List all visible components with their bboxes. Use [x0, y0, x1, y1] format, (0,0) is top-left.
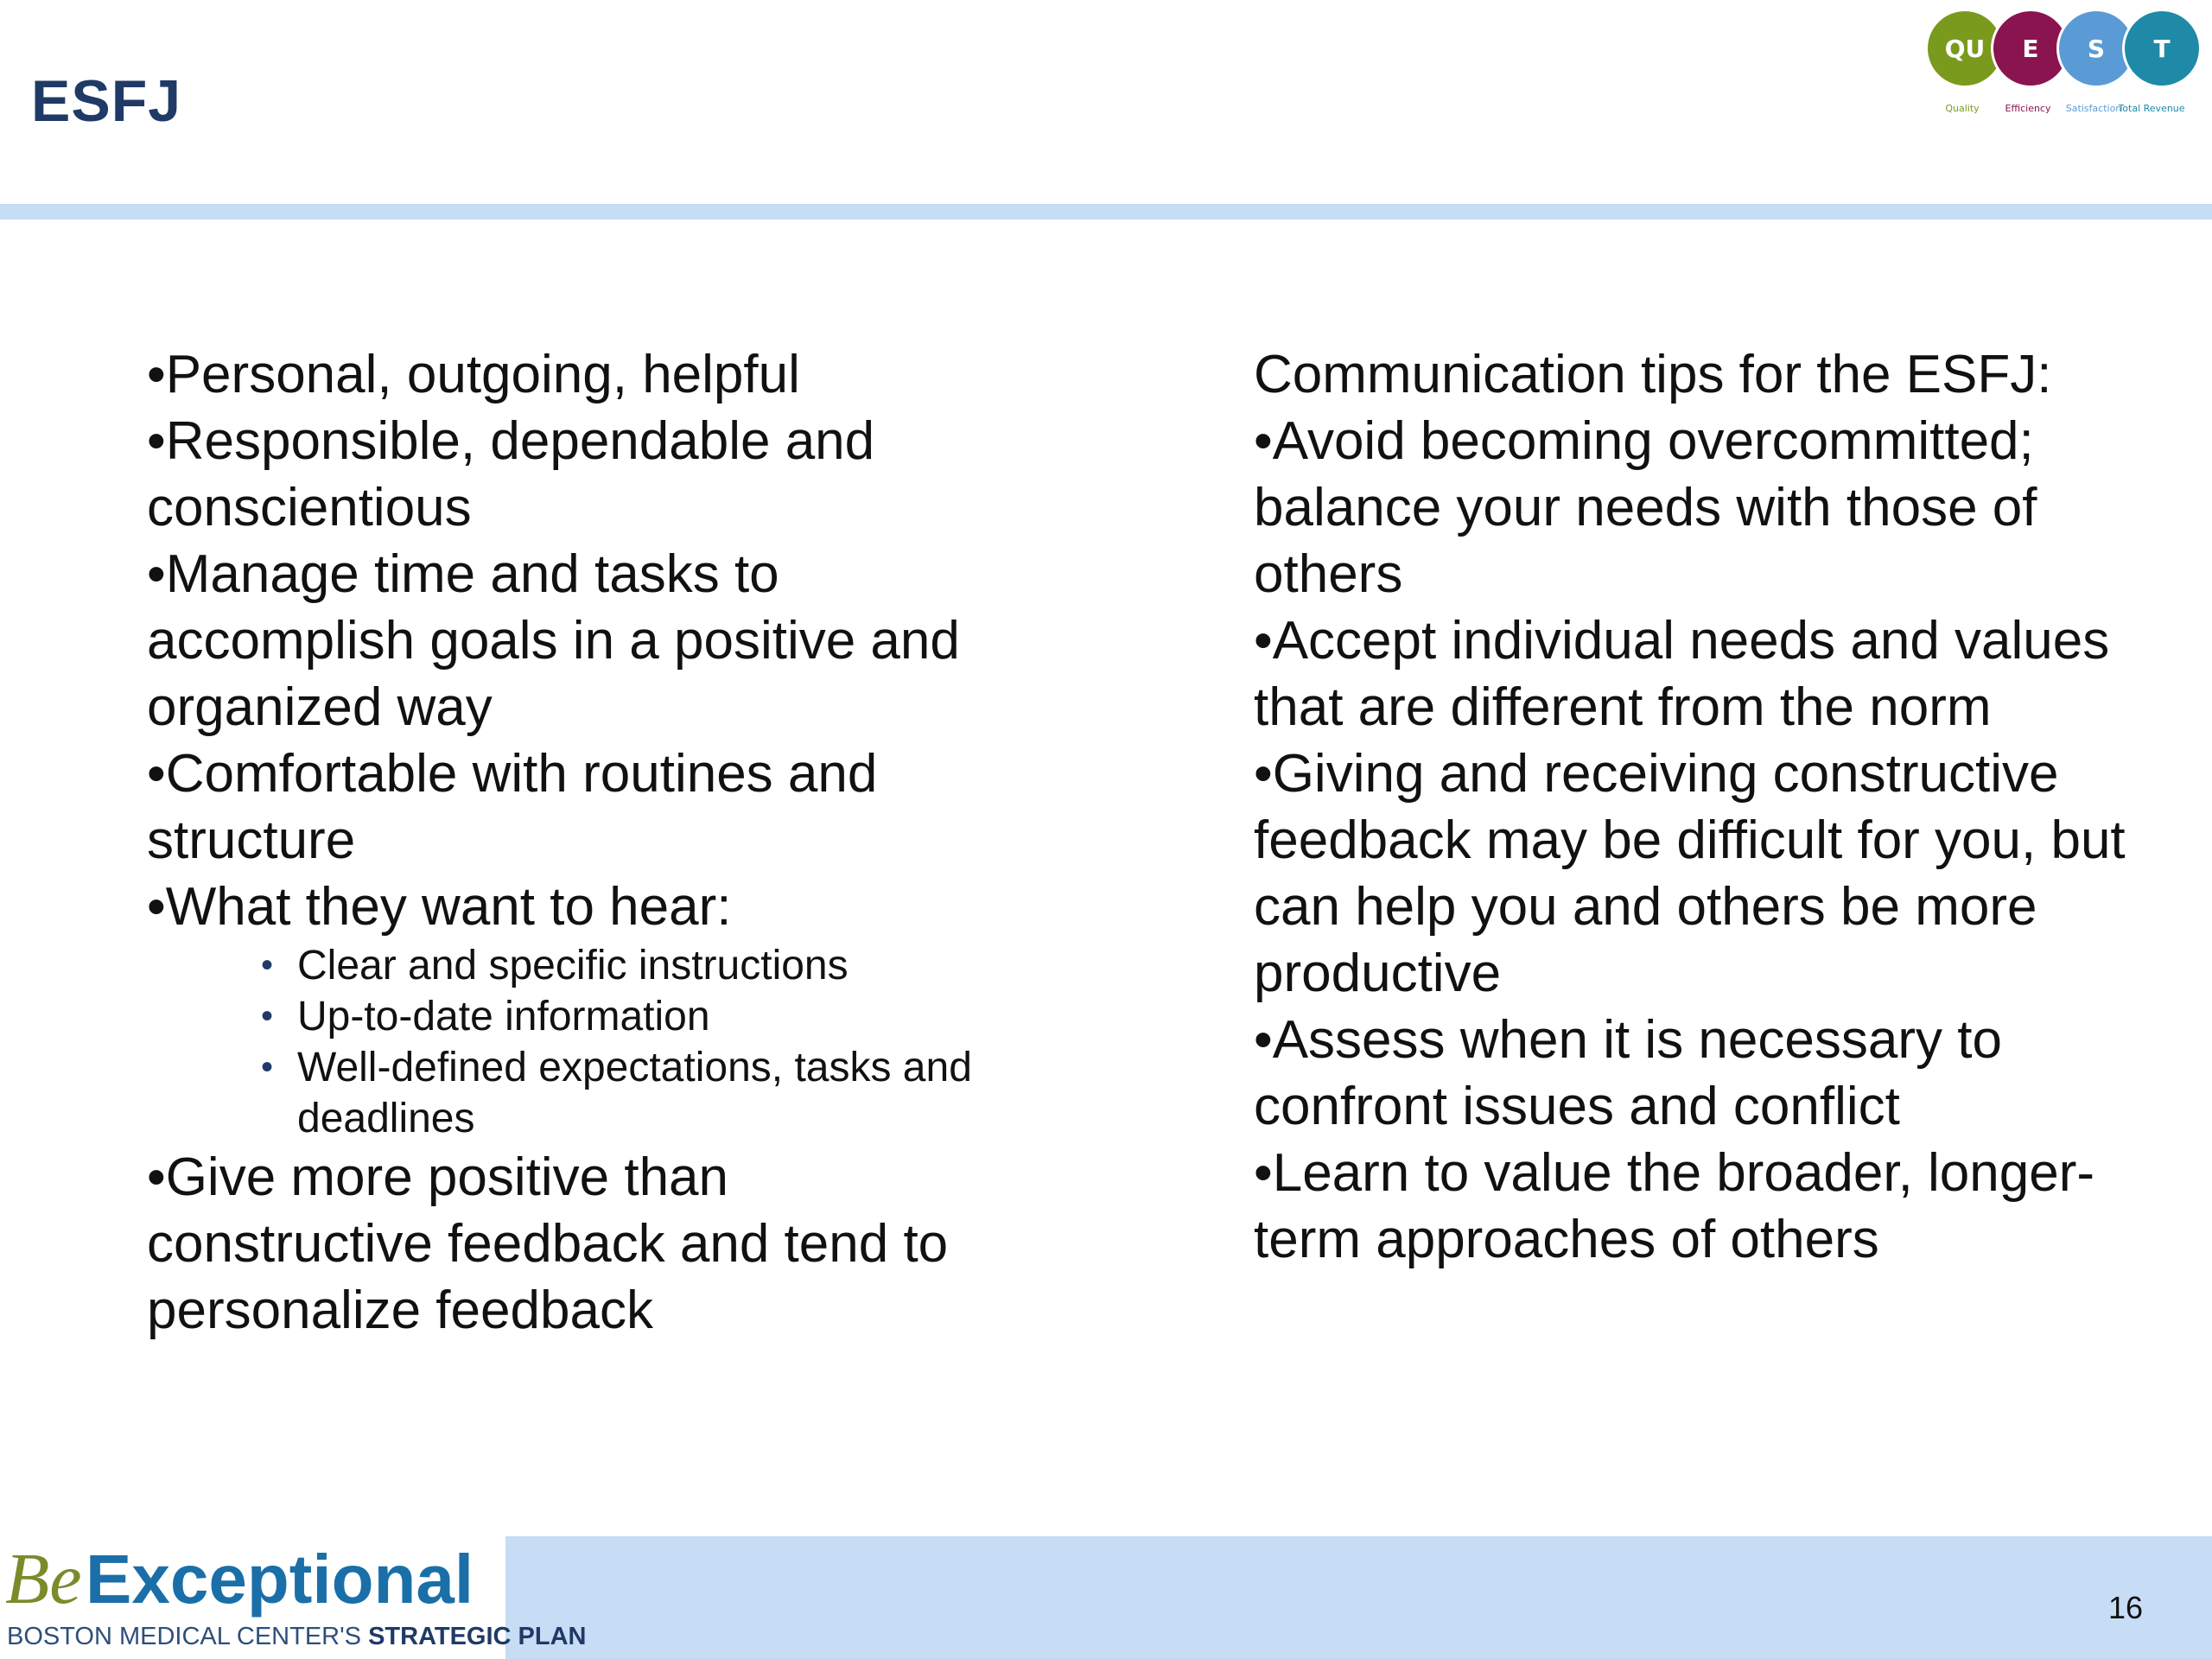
be-exceptional-logo [5, 1539, 587, 1656]
quest-circle-e: E [1991, 9, 2070, 88]
brand-be: Be [5, 1539, 82, 1619]
brand-exceptional: Exceptional [86, 1541, 474, 1618]
left-sublist [147, 940, 1011, 1144]
right-item-4: •Assess when it is necessary to confront issues and conflict [1254, 1010, 2002, 1136]
quest-label-satisfaction: Satisfaction [2065, 103, 2122, 114]
quest-circle-t: T [2122, 9, 2202, 88]
quest-logo [1925, 9, 2210, 138]
left-item-6: •Give more positive than constructive feedback and tend to personalize feedback [147, 1147, 949, 1340]
right-heading: Communication tips for the ESFJ: [1254, 345, 2052, 404]
brand-tagline [7, 1623, 586, 1651]
right-item-2: •Accept individual needs and values that are different from the norm [1254, 611, 2110, 737]
slide-title: ESFJ [31, 68, 182, 134]
left-item-3: •Manage time and tasks to accomplish goals in a positive and organized way [147, 544, 960, 737]
footer-bar [505, 1536, 2212, 1659]
left-item-2: •Responsible, dependable and conscientious [147, 411, 875, 537]
left-item-4: •Comfortable with routines and structure [147, 744, 878, 870]
page-number: 16 [2107, 1590, 2143, 1625]
brand-org: BOSTON MEDICAL CENTER'S [7, 1623, 361, 1650]
left-sub-item-2: • Up-to-date information [261, 991, 1011, 1042]
quest-label-quality: Quality [1945, 103, 1980, 114]
brand-plan: STRATEGIC PLAN [368, 1623, 587, 1650]
header-divider [0, 204, 2212, 219]
left-sub-item-1: • Clear and specific instructions [261, 940, 1011, 991]
left-sub-item-3: • Well-defined expectations, tasks and deadlines [261, 1042, 1011, 1144]
right-item-5: •Learn to value the broader, longer-term approaches of others [1254, 1143, 2095, 1269]
quest-label-total-revenue: Total Revenue [2118, 103, 2185, 114]
left-item-1: •Personal, outgoing, helpful [147, 345, 800, 404]
quest-circle-qu: QU [1925, 9, 2005, 88]
right-column [1254, 341, 2161, 1273]
right-item-1: •Avoid becoming overcommitted; balance your needs with those of others [1254, 411, 2037, 604]
right-item-3: •Giving and receiving constructive feedback may be difficult for you, but can help you and others be more productive [1254, 744, 2126, 1003]
left-item-5: •What they want to hear: [147, 877, 732, 937]
quest-circle-s: S [2056, 9, 2136, 88]
quest-label-efficiency: Efficiency [2005, 103, 2051, 114]
left-column [147, 341, 1011, 1344]
